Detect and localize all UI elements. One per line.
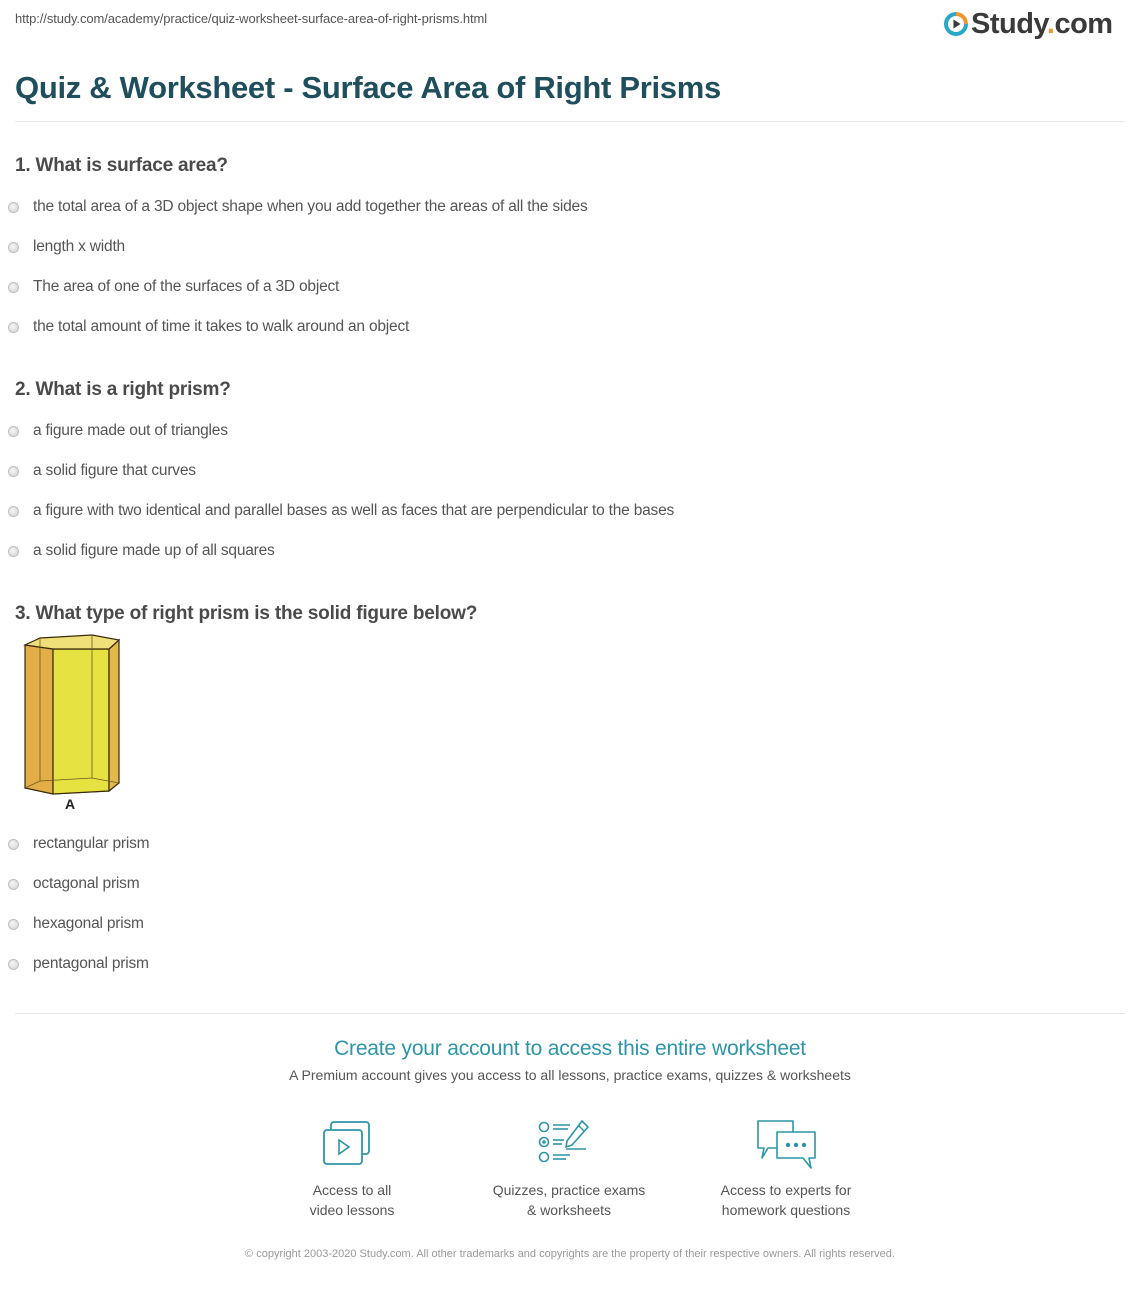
radio-icon[interactable] [8,466,19,477]
answer-option[interactable] [8,542,275,560]
feature-label-line: Quizzes, practice exams [492,1182,646,1198]
radio-icon[interactable] [8,242,19,253]
option-label: a figure made out of triangles [33,422,228,439]
feature-label [469,1180,669,1220]
answer-option[interactable] [8,915,144,933]
radio-icon[interactable] [8,879,19,890]
radio-icon[interactable] [8,426,19,437]
feature-label-line: Access to all [312,1182,392,1198]
option-label: the total amount of time it takes to walk around an object [33,318,410,335]
play-logo-icon [944,12,968,36]
option-label: a figure with two identical and parallel bases as well as faces that are perpendicular to the bases [33,502,675,519]
option-label: length x width [33,238,125,255]
answer-option[interactable] [8,875,139,893]
radio-icon[interactable] [8,322,19,333]
radio-icon[interactable] [8,202,19,213]
answer-option[interactable] [8,422,228,440]
radio-icon[interactable] [8,546,19,557]
feature-label-line: homework questions [721,1202,851,1218]
feature-label-line: video lessons [309,1202,395,1218]
option-label: pentagonal prism [33,955,149,972]
feature-label-line: Access to experts for [720,1182,852,1198]
figure-label: A [65,796,76,812]
expert-chat-icon [753,1118,819,1170]
radio-icon[interactable] [8,919,19,930]
question-title: 1. What is surface area? [15,155,228,176]
answer-option[interactable] [8,835,149,853]
option-label: a solid figure made up of all squares [33,542,275,559]
option-label: hexagonal prism [33,915,144,932]
question-title: 2. What is a right prism? [15,379,231,400]
copyright-notice: © copyright 2003-2020 Study.com. All other trademarks and copyrights are the property of their respective owners. All rights reserved. [245,1248,895,1260]
premium-description: A Premium account gives you access to all lessons, practice exams, quizzes & worksheets [289,1067,851,1083]
logo-name: Study [971,8,1047,40]
feature-label [686,1180,886,1220]
hexagonal-prism-figure [22,633,124,818]
answer-option[interactable] [8,198,588,216]
page-title: Quiz & Worksheet - Surface Area of Right Prisms [15,70,721,105]
logo-com: com [1054,8,1113,40]
feature-label-line: & worksheets [526,1202,612,1218]
option-label: The area of one of the surfaces of a 3D object [33,278,340,295]
page-url: http://study.com/academy/practice/quiz-worksheet-surface-area-of-right-prisms.html [15,11,488,26]
study-logo[interactable] [944,7,1113,41]
answer-option[interactable] [8,462,196,480]
question-2 [15,379,231,401]
title-divider [15,121,1125,122]
option-label: rectangular prism [33,835,150,852]
feature-label [252,1180,452,1220]
answer-option[interactable] [8,318,409,336]
question-title: 3. What type of right prism is the solid figure below? [15,603,478,624]
radio-icon[interactable] [8,959,19,970]
section-divider [15,1013,1125,1014]
answer-option[interactable] [8,502,674,520]
answer-option[interactable] [8,278,339,296]
logo-dot: . [1046,8,1055,40]
option-label: the total area of a 3D object shape when you add together the areas of all the sides [33,198,588,215]
create-account-link[interactable]: Create your account to access this entire worksheet [334,1037,806,1060]
answer-option[interactable] [8,238,125,256]
question-1 [15,155,228,177]
radio-icon[interactable] [8,506,19,517]
radio-icon[interactable] [8,839,19,850]
question-3 [15,603,477,625]
feature-video-lessons [252,1118,452,1220]
answer-option[interactable] [8,955,149,973]
option-label: octagonal prism [33,875,140,892]
feature-quizzes [469,1118,669,1220]
radio-icon[interactable] [8,282,19,293]
video-lessons-icon [319,1118,385,1170]
quiz-checklist-icon [536,1118,602,1170]
feature-experts [686,1118,886,1220]
option-label: a solid figure that curves [33,462,196,479]
logo-text [971,7,1113,41]
